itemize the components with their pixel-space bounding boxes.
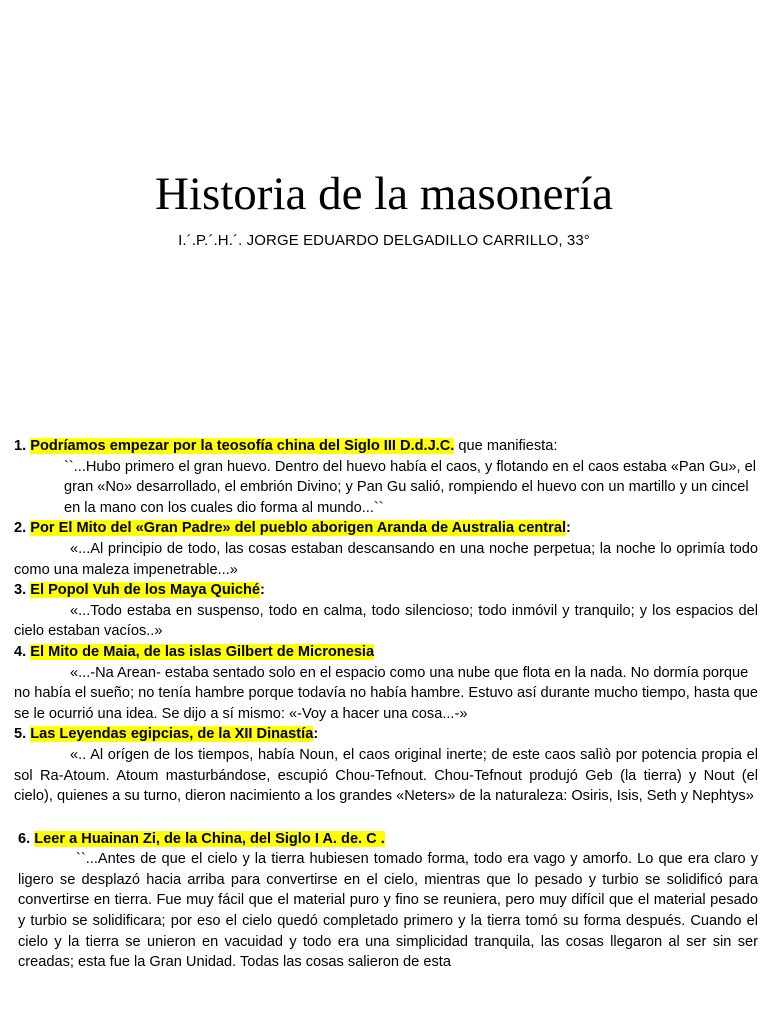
entry-heading	[14, 518, 758, 539]
entry-number: 2.	[14, 520, 27, 537]
entry-5	[14, 724, 758, 806]
entry-2	[14, 518, 758, 580]
entry-heading	[14, 642, 758, 663]
heading-trailing-text: :	[566, 520, 571, 537]
highlighted-heading: El Popol Vuh de los Maya Quiché	[30, 582, 260, 599]
heading-trailing-text: :	[313, 726, 319, 743]
entry-heading	[18, 829, 758, 850]
entry-number: 6.	[18, 830, 31, 847]
entry-number: 3.	[14, 582, 27, 599]
document-body	[14, 436, 758, 973]
highlighted-heading: Las Leyendas egipcias, de la XII Dinastía	[30, 726, 314, 743]
highlighted-heading: Podríamos empezar por la teosofía china del Siglo III D.d.J.C.	[30, 438, 455, 454]
entry-heading	[14, 580, 758, 601]
entry-quote: «.. Al orígen de los tiempos, había Noun, el caos original inerte; de este caos salìò por potencia propia el sol Ra-Atoum. Atoum masturbándose, escupió Chou-Tefnout. Chou-Tefnout produjó Geb (la tierra) y Nout (el cielo), quienes a su turno, dieron nacimiento a los grandes «Neters» de la naturaleza: Osiris, Isis, Seth y Nephtys»	[14, 746, 758, 805]
highlighted-heading: Leer a Huainan Zi, de la China, del Siglo I A. de. C .	[34, 830, 385, 847]
entry-6	[14, 829, 758, 973]
heading-trailing-text: que manifiesta:	[454, 438, 558, 454]
entry-number: 1.	[14, 438, 27, 454]
entry-quote: ``...Antes de que el cielo y la tierra hubiesen tomado forma, todo era vago y amorfo. Lo que era claro y ligero se desplazó hacia arriba para convertirse en el cielo, mientras que lo pesado y turbio se solidificó para convertirse en tierra. Fue muy fácil que el material puro y fino se reuniera, pero muy difícil que el material pesado y turbio se solidificara; por eso el cielo quedó completado primero y la tierra tomó su forma después. Cuando el cielo y la tierra se unieron en vacuidad y todo era una simplicidad tranquila, las cosas llegaron al ser sin ser creadas; esta fue la Gran Unidad. Todas las cosas salieron de esta	[18, 851, 758, 971]
entry-quote: «...-Na Arean- estaba sentado solo en el espacio como una nube que flota en la nada. No dormía porque no había el sueño; no tenía hambre porque todavía no había hambre. Estuvo así durante mucho tiempo, hasta que se le ocurrió una idea. Se dijo a sí mismo: «-Voy a hacer una cosa...-»	[14, 664, 758, 722]
entry-quote: «...Al principio de todo, las cosas estaban descansando en una noche perpetua; la noche lo oprimía todo como una maleza impenetrable...»	[14, 540, 758, 578]
entry-heading	[14, 724, 758, 745]
entry-3	[14, 580, 758, 642]
document-title: Historia de la masonería	[154, 168, 614, 220]
entry-4	[14, 642, 758, 724]
entry-heading	[14, 436, 758, 457]
entry-1	[14, 436, 758, 518]
entry-number: 4.	[14, 643, 27, 660]
section-spacer	[14, 807, 758, 829]
highlighted-heading: Por El Mito del «Gran Padre» del pueblo aborigen Aranda de Australia central	[30, 520, 567, 537]
heading-trailing-text: :	[260, 582, 265, 599]
document-author: I.´.P.´.H.´. JORGE EDUARDO DELGADILLO CARRILLO, 33°	[178, 232, 590, 249]
entry-number: 5.	[14, 726, 27, 743]
entry-quote: «...Todo estaba en suspenso, todo en calma, todo silencioso; todo inmóvil y tranquilo; y los espacios del cielo estaban vacíos..»	[14, 602, 758, 640]
entry-quote: ``...Hubo primero el gran huevo. Dentro del huevo había el caos, y flotando en el caos estaba «Pan Gu», el gran «No» desarrollado, el embrión Divino; y Pan Gu salió, rompiendo el huevo con un martillo y un cincel en la mano con los cuales dio forma al mundo...``	[64, 458, 757, 516]
highlighted-heading: El Mito de Maia, de las islas Gilbert de Micronesia	[30, 643, 375, 660]
